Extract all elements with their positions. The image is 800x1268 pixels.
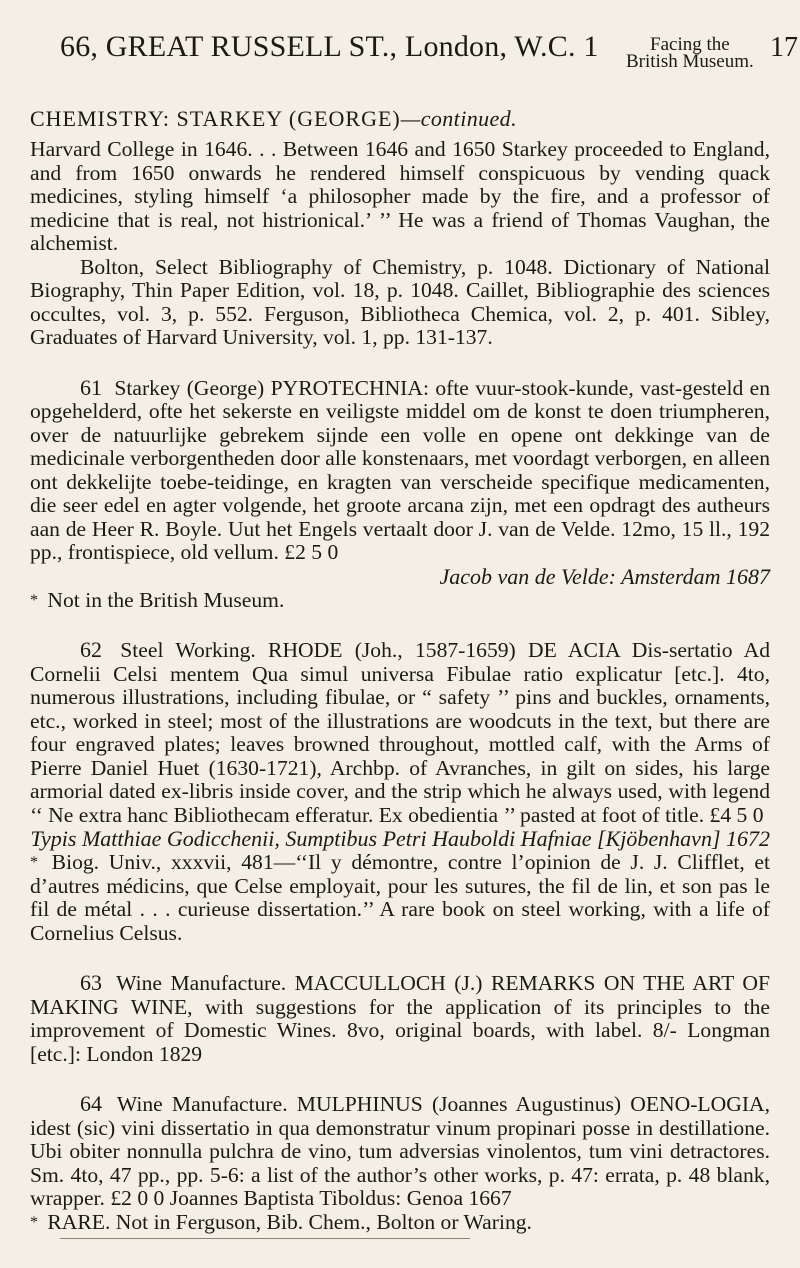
note-mark: * <box>30 1213 38 1231</box>
entry-description: Starkey (George) PYROTECHNIA: ofte vuur-stook-kunde, vast-gesteld en opgehelderd, ofte het sekerste en veiligste middel om de konst te doen triumpheren, over de natuurlijke gebrekem sijnde een volle en opene ont dekkinge van de medicinale verborgentheden door alle konstenaars, met voordagt verborgen, en alleen ont dekkelijte toebe-teidinge, en kragten van verscheide specifique medicamenten, die seer edel en agter volgende, het groote arcana zijn, met een opdragt des autheurs aan de Heer R. Boyle. Uut het Engels vertaalt door J. van de Velde. 12mo, 15 ll., 192 pp., frontispiece, old vellum. £2 5 0 <box>30 375 770 564</box>
page-header <box>30 28 798 88</box>
catalogue-entry-62 <box>30 638 770 945</box>
section-heading-caps: CHEMISTRY: STARKEY (GEORGE) <box>30 106 401 131</box>
section-heading <box>30 106 770 132</box>
catalogue-entry-61 <box>30 376 770 613</box>
intro-paragraph: Harvard College in 1646. . . Between 1646 and 1650 Starkey proceeded to England, and from 1650 onwards he rendered himself conspicuous by vending quack medicines, styling himself ‘a philosopher made by the fire, and a professor of medicine that is real, not histrionical.’ ’’ He was a friend of Thomas Vaughan, the alchemist. <box>30 137 770 255</box>
entry-number: 63 <box>80 970 102 995</box>
intro-references: Bolton, Select Bibliography of Chemistry, p. 1048. Dictionary of National Biography, Thin Paper Edition, vol. 18, p. 1048. Caillet, Bibliographie des sciences occultes, vol. 3, p. 552. Ferguson, Bibliotheca Chemica, vol. 2, p. 401. Sibley, Graduates of Harvard University, vol. 1, pp. 131-137. <box>30 254 770 349</box>
note-mark: * <box>30 854 38 871</box>
entry-description: Wine Manufacture. MACCULLOCH (J.) REMARKS ON THE ART OF MAKING WINE, with suggestions for the application of its principles to the improvement of Domestic Wines. 8vo, original boards, with label. 8/- Longman [etc.]: London 1829 <box>30 971 770 1066</box>
divider-rule <box>60 1238 470 1239</box>
entry-note <box>30 1211 770 1235</box>
entry-text <box>30 971 770 1066</box>
entry-text <box>30 638 770 827</box>
entry-number: 61 <box>80 374 102 400</box>
entry-number: 64 <box>80 1091 102 1116</box>
note-text: Not in the British Museum. <box>47 587 285 612</box>
header-address: 66, GREAT RUSSELL ST., London, W.C. 1 <box>60 30 599 63</box>
catalogue-entry-63 <box>30 971 770 1066</box>
section-heading-continued: —continued. <box>400 106 517 131</box>
entry-number: 62 <box>80 637 102 662</box>
note-text: RARE. Not in Ferguson, Bib. Chem., Bolton or Waring. <box>47 1209 532 1234</box>
facing-line-1: Facing the <box>650 34 730 55</box>
entry-text <box>30 376 770 565</box>
entry-description: Wine Manufacture. MULPHINUS (Joannes Augustinus) OENO-LOGIA, idest (sic) vini dissertatio in qua demonstratur vinum propinari posse in destillatione. Ubi obiter nonnulla pulchra de vino, tum adversias vinolentos, tum vini detractores. Sm. 4to, 47 pp., pp. 5-6: a list of the author’s other works, p. 47: errata, p. 48 blank, wrapper. £2 0 0 Joannes Baptista Tiboldus: Genoa 1667 <box>30 1092 770 1210</box>
catalogue-entry-64 <box>30 1092 770 1239</box>
entry-text <box>30 1092 770 1211</box>
entry-description: Steel Working. RHODE (Joh., 1587-1659) DE ACIA Dis-sertatio Ad Cornelii Celsi mentem Qua simul universa Fibulae ratio explicatur [etc.]. 4to, numerous illustrations, including fibulae, or “ safety ’’ pins and buckles, ornaments, etc., worked in steel; most of the illustrations are woodcuts in the text, but there are four engraved plates; leaves browned throughout, mottled calf, with the Arms of Pierre Daniel Huet (1630-1721), Archbp. of Avranches, in gilt on sides, his large armorial dated ex-libris inside cover, and the strip which he always used, with legend ‘‘ Ne extra hanc Bibliothecam efferatur. Ex obedientia ’’ pasted at foot of title. £4 5 0 <box>30 638 770 827</box>
header-facing <box>626 36 754 70</box>
note-mark: * <box>30 591 38 609</box>
note-text: Biog. Univ., xxxvii, 481—‘‘Il y démontre, contre l’opinion de J. J. Clifflet, et d’autres médicins, que Celse employait, pour les sutures, the fil de lin, et son pas le fil de métal . . . curieuse dissertation.’’ A rare book on steel working, with a life of Cornelius Celsus. <box>30 850 770 945</box>
entry-note <box>30 589 770 613</box>
entry-note <box>30 851 770 945</box>
page-number: 17 <box>770 32 798 63</box>
facing-line-2: British Museum. <box>626 51 754 72</box>
entry-imprint: Jacob van de Velde: Amsterdam 1687 <box>439 563 770 589</box>
entry-imprint: Typis Matthiae Godicchenii, Sumptibus Petri Hauboldi Hafniae [Kjöbenhavn] 1672 <box>30 826 770 851</box>
